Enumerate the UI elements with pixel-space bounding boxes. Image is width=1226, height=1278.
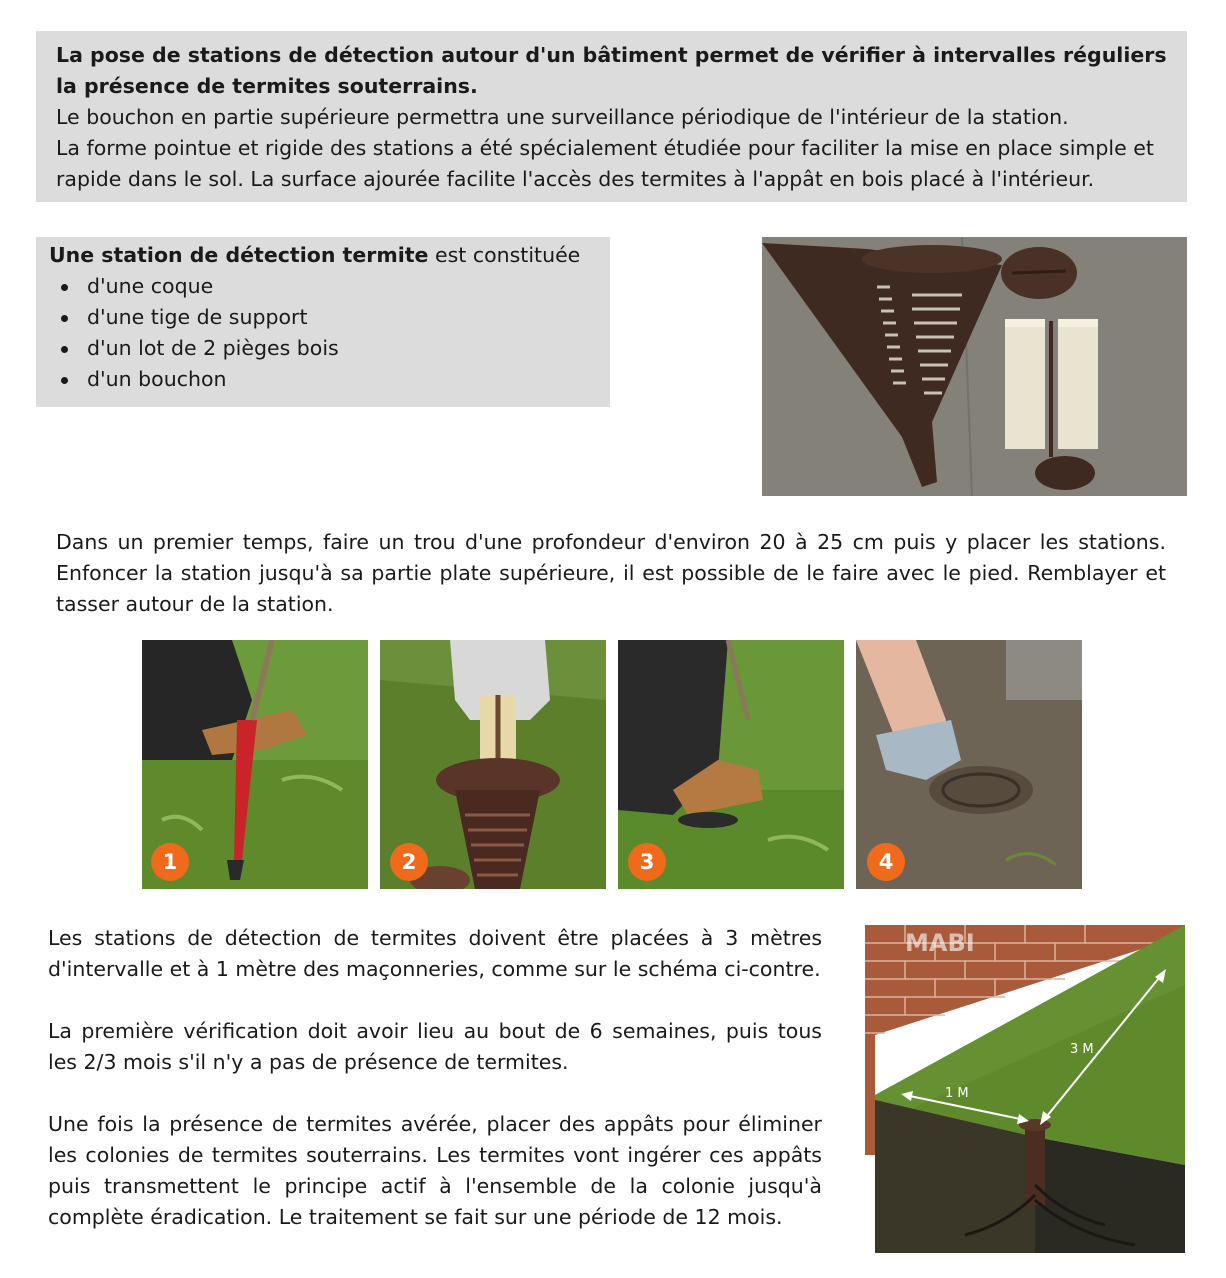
step-badge-3: 3 (628, 843, 666, 881)
placement-paragraph: Les stations de détection de termites doivent être placées à 3 mètres d'intervalle et à 1 mètre des maçonneries, comme sur le schéma ci-contre. (48, 926, 822, 981)
step-badge-1: 1 (151, 843, 189, 881)
composition-title (49, 240, 610, 271)
intro-line: La forme pointue et rigide des stations a été spécialement étudiée pour faciliter la mise en place simple et rapide dans le sol. La surface ajourée facilite l'accès des termites à l'appât en bois placé à l'intérieur. (56, 136, 1154, 191)
placement-paragraph: Une fois la présence de termites avérée, placer des appâts pour éliminer les colonies de termites souterrains. Les termites vont ingérer ces appâts puis transmettent le principe actif à l'ensemble de la colonie jusqu'à complète éradication. Le traitement se fait sur une période de 12 mois. (48, 1112, 822, 1229)
intro-line: Le bouchon en partie supérieure permettra une surveillance périodique de l'intérieur de la station. (56, 105, 1069, 129)
placement-text (48, 923, 822, 1233)
step-badge-2: 2 (390, 843, 428, 881)
composition-title-bold: Une station de détection termite (49, 243, 429, 267)
intro-box (36, 31, 1187, 202)
list-item: d'un lot de 2 pièges bois (49, 333, 610, 364)
list-item: d'un bouchon (49, 364, 610, 395)
install-text: Dans un premier temps, faire un trou d'une profondeur d'environ 20 à 25 cm puis y placer les stations. Enfoncer la station jusqu'à sa partie plate supérieure, il est possible de le faire avec le pied. Remblayer et tasser autour de la station. (56, 530, 1166, 616)
composition-title-rest: est constituée (428, 243, 581, 267)
diagram-label-3m: 3 M (1070, 1042, 1094, 1057)
diagram-logo: MABI (905, 929, 975, 957)
composition-box (36, 237, 610, 407)
placement-diagram (865, 925, 1185, 1253)
diagram-label-1m: 1 M (945, 1086, 969, 1101)
composition-list (49, 271, 610, 395)
intro-lead: La pose de stations de détection autour d'un bâtiment permet de vérifier à intervalles réguliers la présence de termites souterrains. (56, 43, 1167, 98)
list-item: d'une tige de support (49, 302, 610, 333)
step-badge-4: 4 (867, 843, 905, 881)
station-parts-photo (762, 237, 1187, 496)
placement-paragraph: La première vérification doit avoir lieu au bout de 6 semaines, puis tous les 2/3 mois s'il n'y a pas de présence de termites. (48, 1019, 822, 1074)
list-item: d'une coque (49, 271, 610, 302)
